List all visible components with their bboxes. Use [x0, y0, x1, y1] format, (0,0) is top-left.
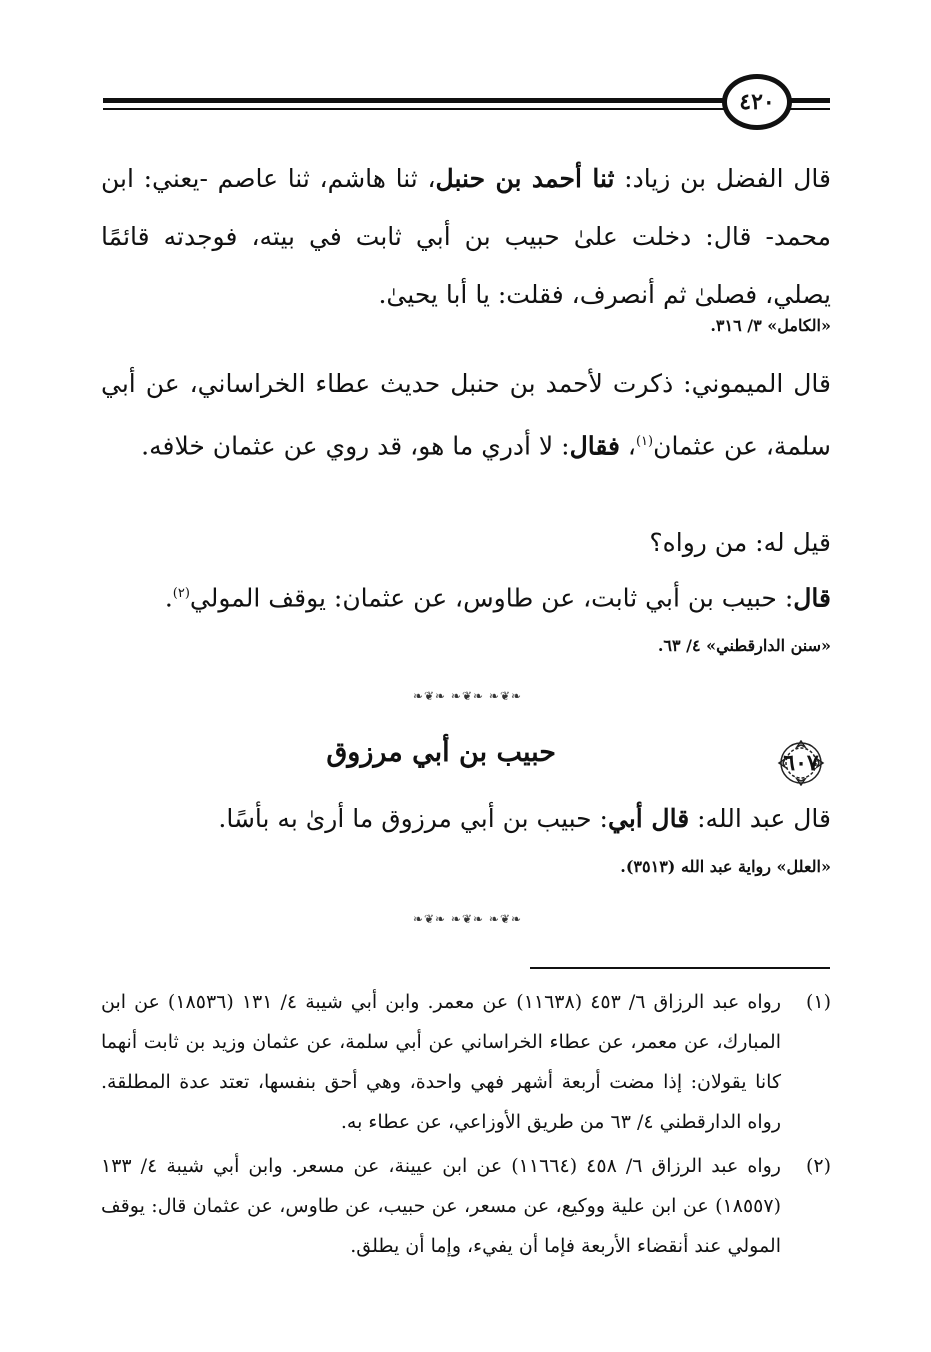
paragraph-text: . [164, 583, 173, 613]
paragraph-text: : حبيب بن أبي مرزوق ما أرىٰ به بأسًا. [218, 804, 608, 833]
paragraph-bold: فقال [569, 431, 620, 461]
header-rule [103, 98, 725, 103]
section-divider: ❧❦❧ ❧❦❧ ❧❦❧ [412, 912, 523, 926]
paragraph-bold: قال [793, 583, 831, 613]
paragraph-4 [101, 565, 831, 627]
footnote-number: (٢) [805, 1155, 831, 1177]
footnote-text: رواه عبد الرزاق ٦/ ٤٥٣ (١١٦٣٨) عن معمر. وابن أبي شيبة ٤/ ١٣١ (١٨٥٣٦) عن ابن المبارك، عن معمر، عن عطاء الخراساني عن أبي سلمة، عن عثمان وزيد بن ثابت أنهما كانا يقولان: إذا مضت أربعة أشهر فهي واحدة، وهي أحق بنفسها، تعتد عدة المطلقة. رواه الدارقطني ٤/ ٦٣ من طريق الأوزاعي، عن عطاء به. [101, 991, 782, 1133]
reference-3: «العلل» رواية عبد الله (٣٥١٣). [620, 857, 831, 876]
paragraph-text: قيل له: من رواه؟ [649, 528, 831, 557]
paragraph-2 [101, 355, 831, 475]
page-number: ٤٢٠ [722, 74, 792, 130]
footnote-1 [101, 982, 831, 1142]
paragraph-bold: ثنا أحمد بن حنبل [435, 164, 615, 193]
paragraph-3 [101, 514, 831, 572]
paragraph-text: قال الميموني: ذكرت لأحمد بن حنبل حديث عطاء الخراساني، عن أبي سلمة، عن عثمان [101, 369, 831, 461]
paragraph-bold: قال أبي [607, 804, 690, 833]
header-rule-right [790, 98, 830, 103]
footnote-marker[interactable]: (٢) [172, 586, 190, 601]
paragraph-text: : لا أدري ما هو، قد روي عن عثمان خلافه. [141, 431, 570, 461]
paragraph-text: : حبيب بن أبي ثابت، عن طاوس، عن عثمان: يوقف المولي [189, 583, 794, 613]
paragraph-text: قال الفضل بن زياد: [614, 164, 831, 193]
paragraph-text: ، [619, 431, 636, 461]
reference-2: «سنن الدارقطني» ٤/ ٦٣. [657, 636, 831, 655]
paragraph-1 [101, 150, 831, 324]
entry-number-badge [770, 740, 832, 786]
entry-title: حبيب بن أبي مرزوق [326, 737, 556, 768]
footnote-rule [530, 967, 830, 969]
paragraph-text: قال عبد الله: [689, 804, 831, 833]
header-rule-thin [103, 108, 725, 110]
footnote-2 [101, 1146, 831, 1266]
paragraph-text: ، ثنا هاشم، ثنا عاصم -يعني: ابن محمد- قال: دخلت علىٰ حبيب بن أبي ثابت في بيته، فوجدته قائمًا يصلي، فصلىٰ ثم أنصرف، فقلت: يا أبا يحيىٰ. [101, 164, 831, 309]
footnote-number: (١) [805, 991, 831, 1013]
paragraph-5 [101, 790, 831, 848]
entry-number: ٦٠٧ [783, 750, 819, 776]
reference-1: «الكامل» ٣/ ٣١٦. [710, 316, 831, 335]
footnote-marker[interactable]: (١) [635, 434, 654, 449]
header-rule-right-thin [790, 108, 830, 110]
section-divider: ❧❦❧ ❧❦❧ ❧❦❧ [412, 689, 523, 703]
footnote-text: رواه عبد الرزاق ٦/ ٤٥٨ (١١٦٦٤) عن ابن عيينة، عن مسعر. وابن أبي شيبة ٤/ ١٣٣ (١٨٥٥٧) عن ابن علية ووكيع، عن مسعر، عن حبيب، عن طاوس، عن عثمان قال: يوقف المولي عند أنقضاء الأربعة فإما أن يفيء، وإما أن يطلق. [101, 1155, 781, 1257]
